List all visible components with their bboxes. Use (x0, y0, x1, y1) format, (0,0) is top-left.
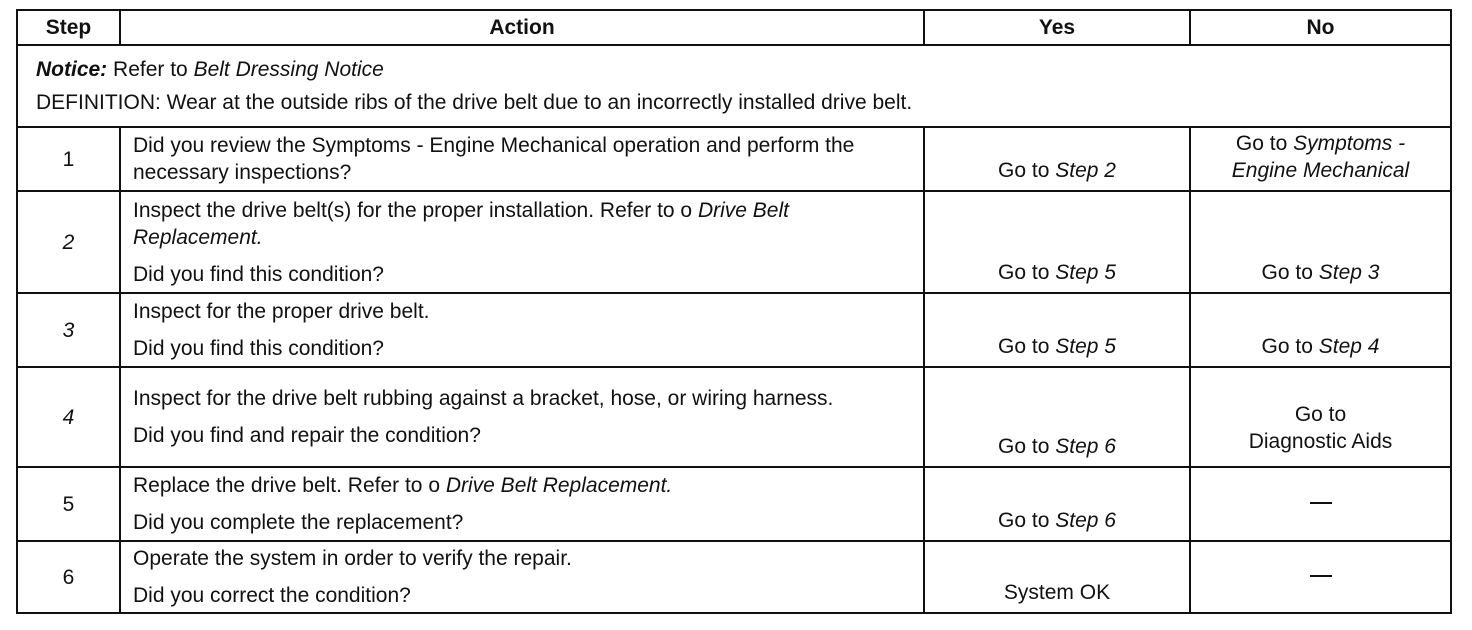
action-question: Did you correct the condition? (133, 584, 411, 607)
diagnostic-table-frame (16, 9, 1450, 610)
step-number: 4 (17, 367, 120, 467)
action-text-part: Replace the drive belt. Refer to o (133, 474, 446, 497)
notice-cell (17, 45, 1451, 127)
action-cell (120, 191, 924, 293)
yes-prefix: Go to (998, 335, 1056, 358)
header-yes: Yes (924, 10, 1190, 45)
yes-prefix: Go to (998, 261, 1056, 284)
no-step-ref: Step 3 (1318, 261, 1380, 284)
action-question: Did you find and repair the condition? (133, 424, 481, 447)
notice-ref: Belt Dressing Notice (193, 58, 384, 81)
no-cell (1190, 467, 1451, 541)
no-line-1 (1197, 130, 1444, 157)
no-step-ref: Step 4 (1318, 335, 1380, 358)
no-cell (1190, 127, 1451, 191)
action-ref: Drive Belt Replacement (133, 198, 789, 249)
header-action: Action (120, 10, 924, 45)
yes-step-ref: Step 6 (1055, 509, 1116, 532)
table-row (17, 467, 1451, 541)
yes-prefix: Go to (998, 159, 1056, 182)
no-ref: Symptoms - (1293, 132, 1406, 155)
yes-cell (924, 367, 1190, 467)
header-row (17, 10, 1451, 45)
action-text (133, 472, 911, 499)
header-no: No (1190, 10, 1451, 45)
no-line-1: Go to (1294, 403, 1347, 426)
no-line-2: Engine Mechanical (1231, 159, 1410, 182)
action-text-part: Inspect the drive belt(s) for the proper installation. Refer to o (133, 198, 698, 222)
action-question: Did you complete the replacement? (133, 511, 464, 534)
diagnostic-table (16, 9, 1452, 614)
yes-step-ref: Step 2 (1055, 159, 1116, 182)
action-cell (120, 467, 924, 541)
notice-line (36, 53, 1436, 86)
action-ref-end: . (256, 225, 263, 249)
action-cell (120, 541, 924, 613)
step-number: 6 (17, 541, 120, 613)
action-cell (120, 293, 924, 367)
yes-cell (924, 467, 1190, 541)
definition-line: DEFINITION: Wear at the outside ribs of the drive belt due to an incorrectly installed drive belt. (36, 91, 913, 114)
not-applicable-dash (1310, 575, 1332, 577)
yes-cell (924, 293, 1190, 367)
yes-prefix: Go to (998, 435, 1056, 458)
not-applicable-dash (1310, 502, 1332, 504)
action-question: Did you find this condition? (133, 262, 384, 286)
yes-cell (924, 191, 1190, 293)
action-text: Inspect for the drive belt rubbing against a bracket, hose, or wiring harness. (133, 387, 834, 410)
table-row (17, 293, 1451, 367)
table-row (17, 127, 1451, 191)
action-text (133, 197, 911, 251)
yes-cell: System OK (924, 541, 1190, 613)
table-row (17, 541, 1451, 613)
table-row (17, 367, 1451, 467)
action-cell (120, 127, 924, 191)
table-row (17, 191, 1451, 293)
no-cell (1190, 293, 1451, 367)
step-number: 5 (17, 467, 120, 541)
no-prefix: Go to (1261, 261, 1319, 284)
header-step: Step (17, 10, 120, 45)
step-number: 3 (17, 293, 120, 367)
yes-step-ref: Step 6 (1055, 435, 1116, 458)
no-line-2: Diagnostic Aids (1248, 430, 1393, 453)
notice-label: Notice: (36, 58, 108, 81)
action-text: Inspect for the proper drive belt. (133, 300, 430, 323)
yes-step-ref: Step 5 (1055, 261, 1116, 284)
action-text: Operate the system in order to verify the repair. (133, 547, 572, 570)
step-number: 1 (17, 127, 120, 191)
no-cell (1190, 367, 1451, 467)
no-cell (1190, 191, 1451, 293)
no-prefix: Go to (1261, 335, 1319, 358)
action-text: Did you review the Symptoms - Engine Mechanical operation and perform the necessary inspections? (133, 134, 855, 184)
step-number: 2 (17, 191, 120, 293)
yes-step-ref: Step 5 (1055, 335, 1116, 358)
notice-text: Refer to (107, 58, 194, 81)
action-question: Did you find this condition? (133, 337, 384, 360)
notice-row (17, 45, 1451, 127)
yes-prefix: Go to (998, 509, 1056, 532)
yes-cell (924, 127, 1190, 191)
action-cell (120, 367, 924, 467)
action-ref: Drive Belt Replacement. (445, 474, 673, 497)
no-prefix: Go to (1235, 132, 1294, 155)
no-cell (1190, 541, 1451, 613)
